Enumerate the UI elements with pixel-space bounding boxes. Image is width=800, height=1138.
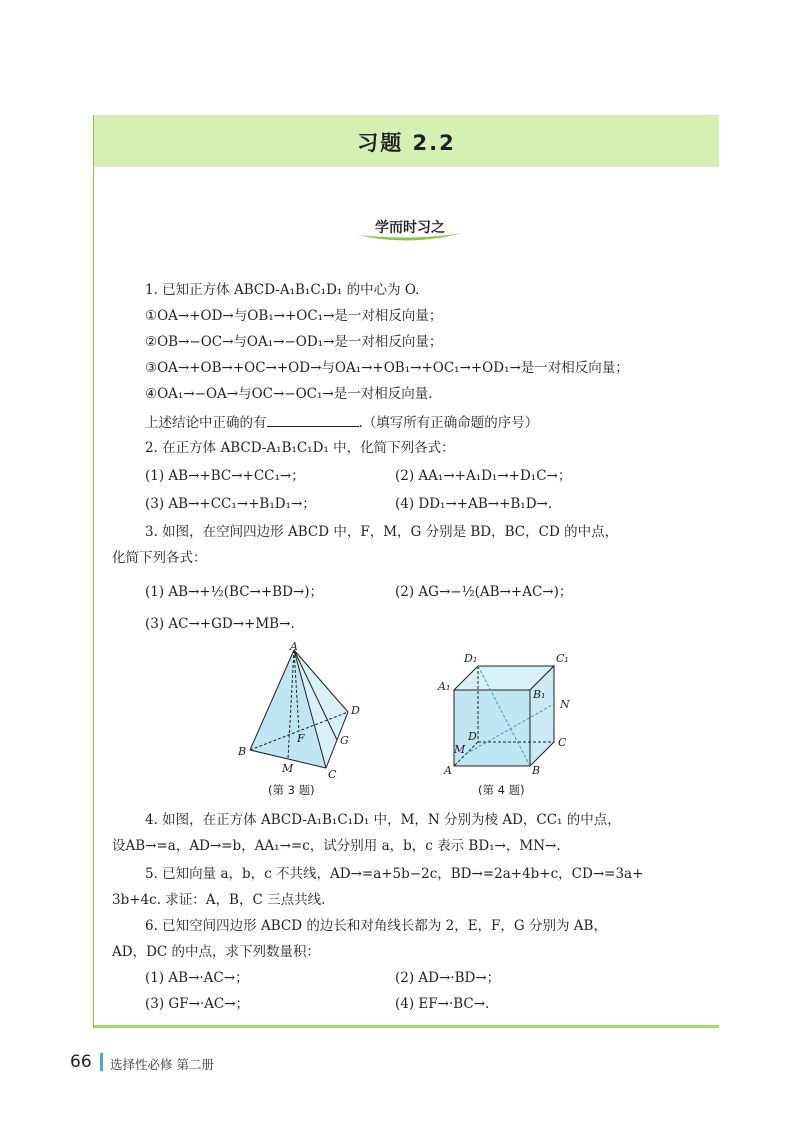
fig3-label-a: A [290,640,298,653]
figure-4-cube [430,648,580,778]
q6-line2: AD，DC 的中点，求下列数量积： [112,944,321,960]
q6-part-1: (1) AB→·AC→； [145,970,249,986]
q1-item-3: ③OA→+OB→+OC→+OD→与OA₁→+OB₁→+OC₁→+OD₁→是一对相反向量； [145,360,629,376]
q4-line1: 4. 如图，在正方体 ABCD-A₁B₁C₁D₁ 中，M，N 分别为棱 AD，CC₁ 的中点， [145,812,621,828]
q6-line1: 6. 已知空间四边形 ABCD 的边长和对角线长都为 2，E，F，G 分别为 AB， [145,918,607,934]
q3-part-3: (3) AC→+GD→+MB→. [145,616,295,632]
q1-stem: 1. 已知正方体 ABCD-A₁B₁C₁D₁ 的中心为 O. [145,282,420,298]
q3-part-2: (2) AG→−½(AB→+AC→)； [395,584,573,600]
q1-fill-line [145,412,538,433]
q6-part-3: (3) GF→·AC→； [145,996,250,1012]
q1-fill-suffix: .（填写所有正确命题的序号） [358,415,539,431]
q2-part-3: (3) AB→+CC₁→+B₁D₁→； [145,496,316,512]
fig4-label-c1: C₁ [556,652,569,665]
q5-line2: 3b+4c. 求证：A，B，C 三点共线. [112,892,326,908]
fig4-label-c: C [558,736,567,749]
fig3-label-d: D [351,704,360,717]
q5-line1: 5. 已知向量 a，b，c 不共线，AD→=a+5b−2c，BD→=2a+4b+c，CD→=3a+ [145,866,644,882]
q2-part-1: (1) AB→+BC→+CC₁→； [145,468,305,484]
fig4-label-n: N [560,698,570,711]
badge-label: 学而时习之 [375,220,445,236]
study-badge [354,213,466,243]
panel-bottom-rule [94,1025,719,1028]
fig4-label-b: B [532,764,541,777]
q2-stem: 2. 在正方体 ABCD-A₁B₁C₁D₁ 中，化简下列各式： [145,440,455,456]
fig4-label-b1: B₁ [533,688,546,701]
fig3-label-f: F [297,732,305,745]
q6-part-2: (2) AD→·BD→； [395,970,501,986]
section-header [94,115,719,167]
figure-3-caption: (第 3 题) [268,783,315,797]
q3-stem-line1: 3. 如图，在空间四边形 ABCD 中，F，M，G 分别是 BD，BC，CD 的中点， [145,524,619,540]
fig4-label-a1: A₁ [438,680,451,693]
footer-accent-bar [100,1053,103,1071]
fig3-label-c: C [328,768,337,780]
fig3-label-b: B [238,745,247,758]
page-number: 66 [70,1052,92,1072]
q3-stem-line2: 化简下列各式： [112,550,207,566]
q1-fill-prefix: 上述结论中正确的有 [145,415,267,431]
q2-part-2: (2) AA₁→+A₁D₁→+D₁C→； [395,468,572,484]
figure-3-tetrahedron [230,640,370,780]
q2-part-4: (4) DD₁→+AB→+B₁D→. [395,496,553,512]
figure-4-caption: (第 4 题) [478,783,525,797]
q6-part-4: (4) EF→·BC→. [395,996,490,1012]
section-title: 习题 2.2 [357,131,456,155]
q1-item-1: ①OA→+OD→与OB₁→+OC₁→是一对相反向量； [145,308,443,324]
fig4-label-d: D [468,730,477,743]
book-title: 选择性必修 第二册 [110,1057,214,1072]
fig4-label-d1: D₁ [464,652,478,665]
answer-blank[interactable] [267,412,359,427]
fig3-label-m: M [282,762,294,775]
q3-part-1: (1) AB→+½(BC→+BD→)； [145,584,324,600]
q4-line2: 设AB→=a，AD→=b，AA₁→=c，试分别用 a，b，c 表示 BD₁→，MN→. [112,838,561,854]
q1-item-4: ④OA₁→−OA→与OC→−OC₁→是一对相反向量. [145,386,433,402]
fig3-label-g: G [340,734,349,747]
q1-item-2: ②OB→−OC→与OA₁→−OD₁→是一对相反向量； [145,334,443,350]
fig4-label-m: M [454,743,466,756]
fig4-label-a: A [444,764,452,777]
